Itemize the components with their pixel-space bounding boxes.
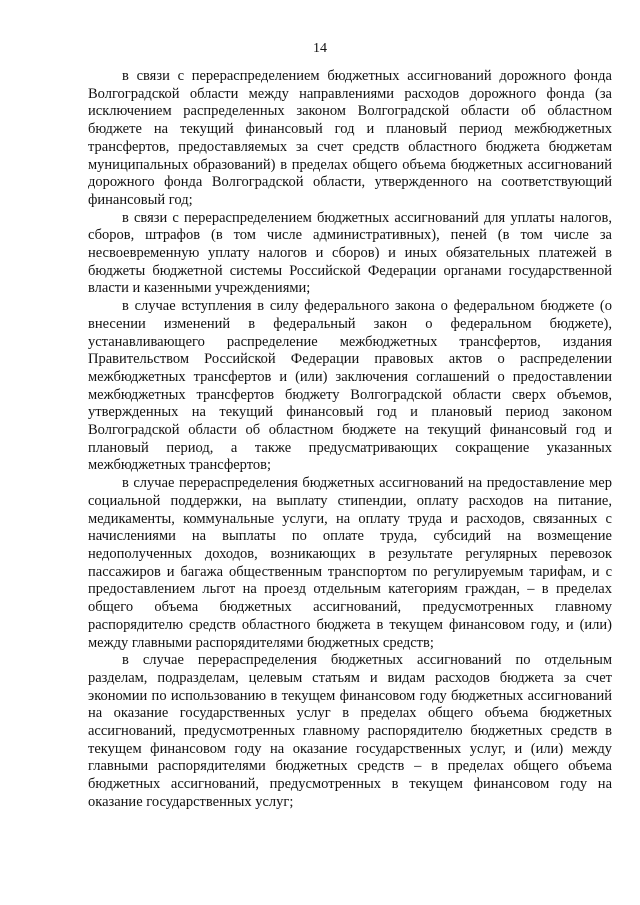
paragraph-taxes-fees: в связи с перераспределением бюджетных ассигнований для уплаты налогов, сборов, штрафов (в том числе административных), пеней (в том числе за несвоевременную уплату налогов и сборов) и иных обязательных платежей в бюджеты бюджетной системы Российской Федерации органами государственной власти и казенными учреждениями; (88, 209, 612, 297)
paragraph-social-support: в случае перераспределения бюджетных ассигнований на предоставление мер социальной поддержки, на выплату стипендии, оплату расходов на питание, медикаменты, коммунальные услуги, на оплату труда и расходов, связанных с начислениями на выплаты по оплате труда, субсидий на возмещение недополученных доходов, возникающих в результате регулярных перевозок пассажиров и багажа общественным транспортом по регулируемым тарифам, и с предоставлением льгот на проезд отдельным категориям граждан, – в пределах общего объема бюджетных ассигнований, предусмотренных главному распорядителю средств областного бюджета в текущем финансовом году, и (или) между главными распорядителями бюджетных средств; (88, 475, 612, 651)
document-body (88, 68, 612, 812)
paragraph-federal-law: в случае вступления в силу федерального закона о федеральном бюджете (о внесении изменений в федеральный закон о федеральном бюджете), устанавливающего распределение межбюджетных трансфертов, издания Правительством Российской Федерации правовых актов о распределении межбюджетных трансфертов и (или) заключения соглашений о предоставлении межбюджетных трансфертов бюджету Волгоградской области сверх объемов, утвержденных на текущий финансовый год и плановый период законом Волгоградской области об областном бюджете на текущий финансовый год и плановый период, а также предусматривающих сокращение указанных межбюджетных трансфертов; (88, 298, 612, 474)
page-number: 14 (313, 41, 327, 56)
paragraph-road-fund: в связи с перераспределением бюджетных ассигнований дорожного фонда Волгоградской области между направлениями расходов дорожного фонда (за исключением распределенных законом Волгоградской области об областном бюджете на текущий финансовый год и плановый период межбюджетных трансфертов, предоставляемых за счет средств областного бюджета бюджетам муниципальных образований) в пределах общего объема бюджетных ассигнований дорожного фонда Волгоградской области, утвержденного на соответствующий финансовый год; (88, 68, 612, 208)
paragraph-state-services: в случае перераспределения бюджетных ассигнований по отдельным разделам, подразделам, целевым статьям и видам расходов бюджета за счет экономии по использованию в текущем финансовом году бюджетных ассигнований на оказание государственных услуг в пределах общего объема бюджетных ассигнований, предусмотренных главному распорядителю бюджетных средств в текущем финансовом году на оказание государственных услуг, и (или) между главными распорядителями бюджетных средств – в пределах общего объема бюджетных ассигнований, предусмотренных в текущем финансовом году на оказание государственных услуг; (88, 652, 612, 810)
